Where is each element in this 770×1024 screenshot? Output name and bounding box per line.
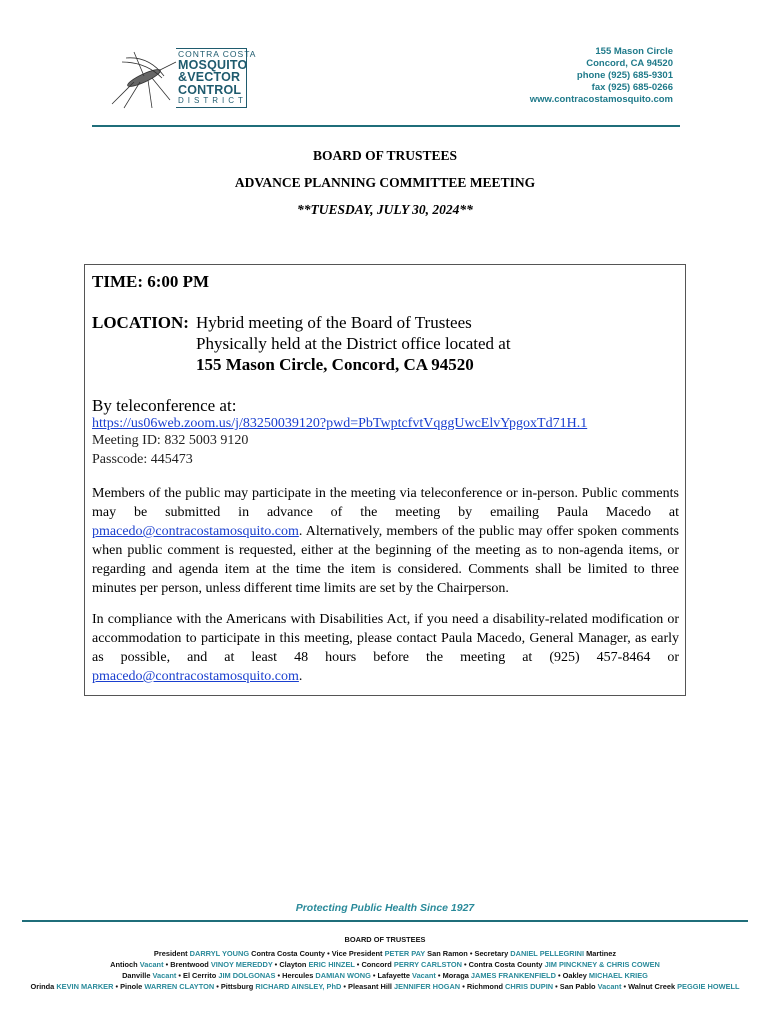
trustee-role: • Concord [354,960,394,969]
trustee-role: Orinda [30,982,57,991]
trustee-name: DARRYL YOUNG [189,949,250,958]
trustee-name: PETER PAY [384,949,426,958]
page-title: BOARD OF TRUSTEES [312,148,458,163]
trustee-name: PEGGIE HOWELL [677,982,740,991]
logo-line-1: CONTRA COSTA [178,49,257,59]
email-link[interactable]: pmacedo@contracostamosquito.com [92,524,299,539]
trustee-role: • El Cerrito [176,971,219,980]
trustee-role: • Oakley [555,971,589,980]
logo-line-5: DISTRICT [178,96,247,105]
location-line-1: Hybrid meeting of the Board of Trustees [196,313,472,332]
trustee-name: DAMIAN WONG [315,971,371,980]
logo-line-3: &VECTOR [178,70,241,84]
trustee-name: DANIEL PELLEGRINI [510,949,585,958]
trustee-name: VINOY MEREDDY [210,960,273,969]
trustee-name: MICHAEL KRIEG [588,971,648,980]
ada-paragraph [92,610,679,686]
trustee-role: • Moraga [435,971,471,980]
header-divider [92,125,680,127]
footer-divider [22,920,748,922]
footer-tagline: Protecting Public Health Since 1927 [295,902,475,914]
trustee-name: JIM PINCKNEY & CHRIS COWEN [544,960,660,969]
address-website[interactable]: www.contracostamosquito.com [529,94,673,105]
trustee-name: JAMES FRANKENFIELD [470,971,556,980]
trustee-name: WARREN CLAYTON [144,982,215,991]
location-line-2: Physically held at the District office located at [196,334,511,353]
address-fax: fax (925) 685-0266 [591,82,673,93]
meeting-id: Meeting ID: 832 5003 9120 [92,433,249,448]
trustee-name: KEVIN MARKER [56,982,114,991]
trustee-name: JENNIFER HOGAN [394,982,461,991]
trustee-name: Vacant [139,960,164,969]
trustee-role: Danville [122,971,153,980]
trustee-name: Vacant [152,971,177,980]
trustee-role: • Pittsburg [214,982,256,991]
public-comment-paragraph [92,484,679,598]
trustee-role: • Pinole [113,982,145,991]
trustee-role: • Hercules [275,971,316,980]
logo-line-4: CONTROL [178,82,242,97]
trustee-role: • Contra Costa County [461,960,545,969]
trustee-role: • Richmond [460,982,506,991]
trustee-name: CHRIS DUPIN [505,982,554,991]
ada-text-a: In compliance with the Americans with Disabilities Act, if you need a disability-related modification or accommodation to participate in this meeting, please contact Paula Macedo, General Manager, as early as possible, and at least 48 hours before the meeting at (925) 457-8464 or [92,612,679,665]
district-logo-text [178,50,256,105]
trustee-role: • San Pablo [553,982,598,991]
trustee-role: • Lafayette [370,971,413,980]
district-address [530,46,673,106]
footer-officers [0,949,770,958]
meeting-name: ADVANCE PLANNING COMMITTEE MEETING [234,175,536,190]
meeting-date: **TUESDAY, JULY 30, 2024** [297,202,473,217]
trustee-role: • Walnut Creek [621,982,678,991]
trustee-role: • Brentwood [163,960,211,969]
trustee-name: ERIC HINZEL [308,960,355,969]
public-comment-text-a: Members of the public may participate in the meeting via teleconference or in-person. Public comments may be submitted in advance of the meeting by emailing Paula Macedo at [92,486,679,520]
ada-email-link[interactable]: pmacedo@contracostamosquito.com [92,669,299,684]
address-phone: phone (925) 685-9301 [576,70,673,81]
footer-trustees-3 [0,982,770,991]
teleconference-label: By teleconference at: [92,396,237,415]
trustee-name: PERRY CARLSTON [393,960,462,969]
trustee-role: • Clayton [272,960,309,969]
trustee-role: Martinez [584,949,617,958]
public-comment-text-b: . Alternatively, members of the public may offer spoken comments when public comment is requested, either at the beginning of the meeting as to non-agenda items, or regarding and agenda item at the time the item is considered. Comments shall be limited to three minutes per person, unless different time limits are set by the Chairperson. [92,524,679,596]
trustee-name: RICHARD AINSLEY, PhD [255,982,342,991]
trustee-role: • Pleasant Hill [341,982,395,991]
meeting-time: TIME: 6:00 PM [92,272,210,291]
location-address: 155 Mason Circle, Concord, CA 94520 [196,355,474,374]
meeting-passcode: Passcode: 445473 [92,452,193,467]
trustee-name: JIM DOLGONAS [218,971,276,980]
footer-trustees-1 [0,960,770,969]
address-city: Concord, CA 94520 [586,58,673,69]
trustee-role: President [153,949,190,958]
trustee-role: Antioch [110,960,140,969]
trustee-name: Vacant [597,982,622,991]
trustee-role: Contra Costa County • Vice President [249,949,385,958]
trustee-name: Vacant [412,971,436,980]
logo-line-2: MOSQUITO [178,57,248,72]
footer-board-title: BOARD OF TRUSTEES [344,935,426,944]
footer-trustees-2 [0,971,770,980]
zoom-link[interactable]: https://us06web.zoom.us/j/83250039120?pwd=PbTwptcfvtVqggUwcElvYpgoxTd71H.1 [92,416,588,431]
ada-text-b: . [298,669,303,684]
trustee-role: San Ramon • Secretary [425,949,511,958]
location-label: LOCATION: [92,313,189,332]
address-street: 155 Mason Circle [595,46,673,57]
